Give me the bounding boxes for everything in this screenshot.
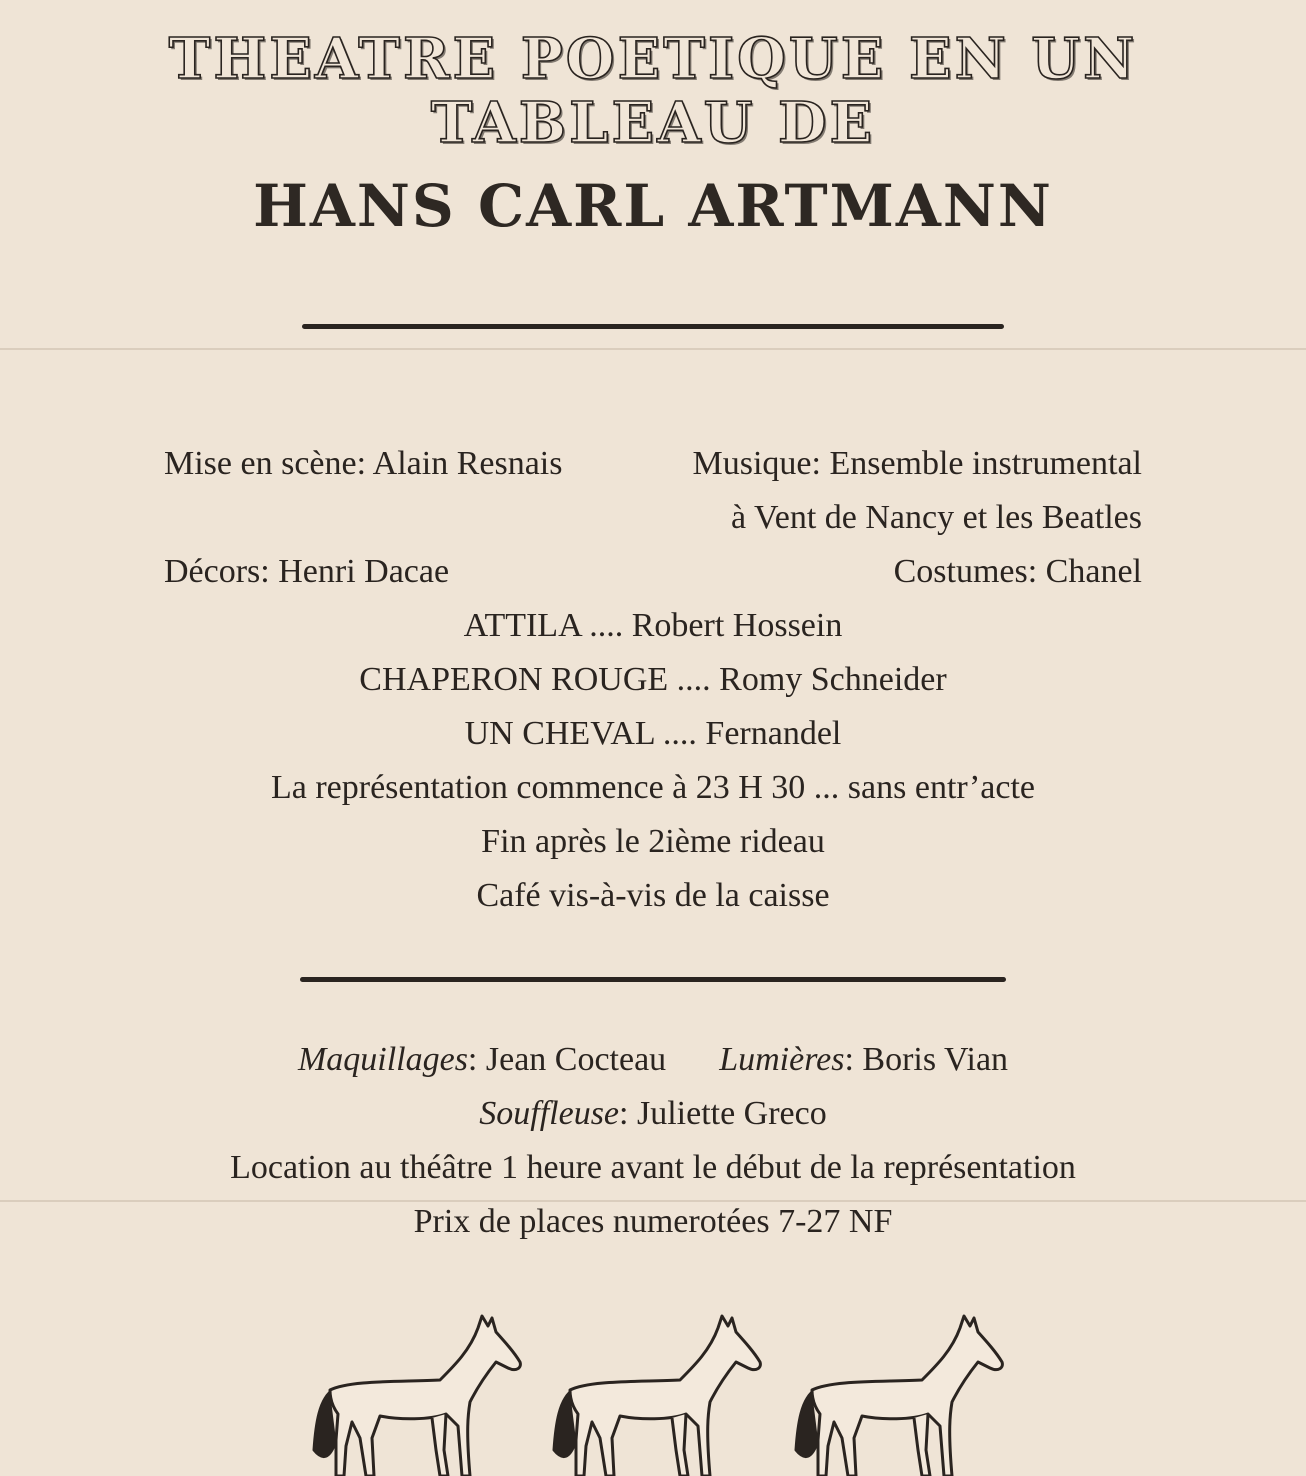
souffleuse-label: Souffleuse <box>479 1095 620 1132</box>
maquillages-value: : Jean Cocteau <box>467 1041 667 1078</box>
title-line-1: THEATRE POETIQUE EN UN <box>168 26 1138 92</box>
cast-chaperon-rouge: CHAPERON ROUGE .... Romy Schneider <box>359 661 947 698</box>
horse-icon <box>554 1316 760 1476</box>
mise-en-scene: Mise en scène: Alain Resnais <box>164 445 563 482</box>
note-end: Fin après le 2ième rideau <box>481 823 825 860</box>
maquillages-label: Maquillages <box>297 1041 468 1078</box>
horse-icon <box>796 1316 1002 1476</box>
prix-info: Prix de places numerotées 7-27 NF <box>413 1203 893 1240</box>
horse-icon <box>314 1316 520 1476</box>
title-line-2: TABLEAU DE <box>430 90 876 156</box>
paper-fold <box>0 348 1306 350</box>
musique-line-1: Musique: Ensemble instrumental <box>692 445 1142 482</box>
lumieres-label: Lumières <box>719 1041 845 1078</box>
note-start-time: La représentation commence à 23 H 30 ... sans entr’acte <box>270 769 1036 806</box>
costumes: Costumes: Chanel <box>893 553 1142 590</box>
author-name: HANS CARL ARTMANN <box>253 172 1053 240</box>
souffleuse-value: : Juliette Greco <box>619 1095 827 1132</box>
divider-rule <box>302 324 1004 329</box>
musique-line-2: à Vent de Nancy et les Beatles <box>730 499 1142 536</box>
crew-line-2 <box>0 1094 1306 1134</box>
cast-attila: ATTILA .... Robert Hossein <box>463 607 843 644</box>
lumieres-value: : Boris Vian <box>844 1041 1009 1078</box>
note-cafe: Café vis-à-vis de la caisse <box>476 877 830 914</box>
horses-illustration <box>0 1310 1306 1476</box>
cast-un-cheval: UN CHEVAL .... Fernandel <box>464 715 842 752</box>
divider-rule <box>300 977 1006 982</box>
crew-line-1 <box>0 1040 1306 1080</box>
location-info: Location au théâtre 1 heure avant le début de la représentation <box>230 1149 1076 1186</box>
decors: Décors: Henri Dacae <box>164 553 450 590</box>
